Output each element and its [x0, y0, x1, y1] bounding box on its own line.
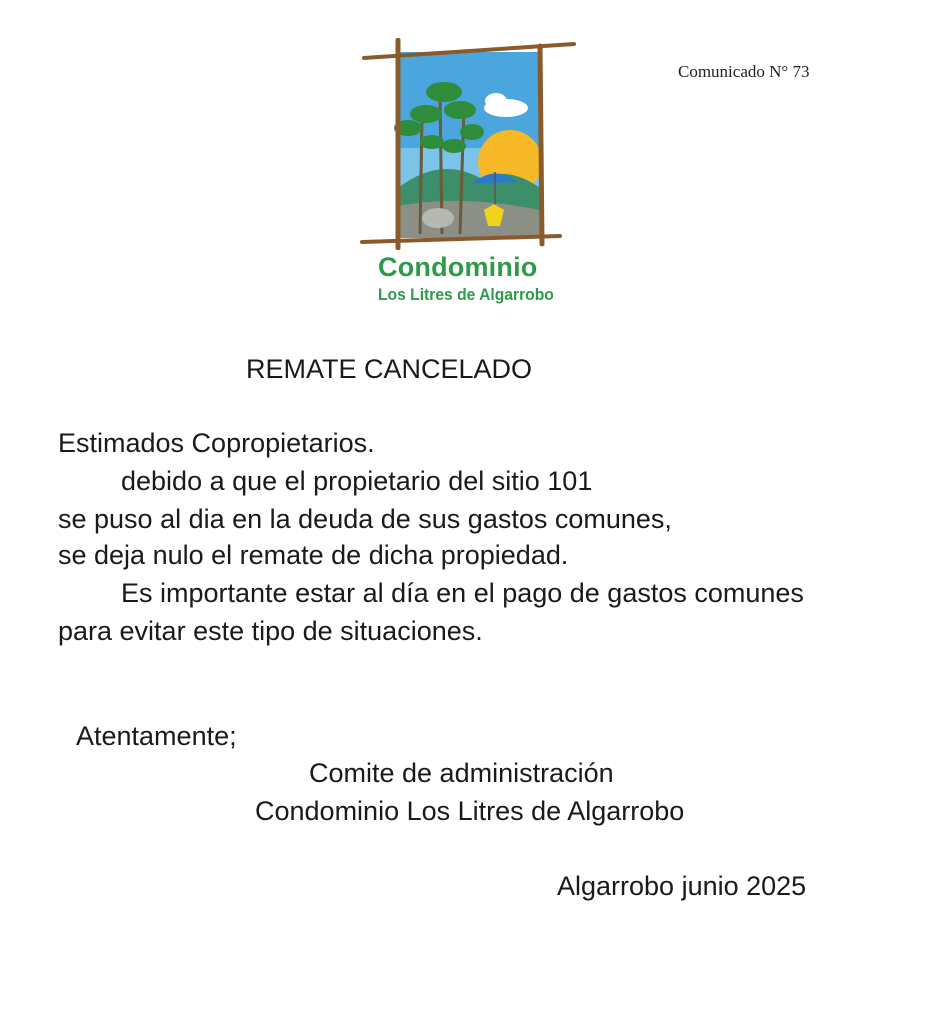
signature-committee: Comite de administración — [309, 758, 614, 788]
brand-name: Condominio — [378, 252, 538, 282]
logo-rock — [422, 208, 454, 228]
body-line: para evitar este tipo de situaciones. — [58, 616, 483, 646]
brand-subtitle: Los Litres de Algarrobo — [378, 285, 554, 304]
greeting: Estimados Copropietarios. — [58, 428, 375, 458]
body-line: se puso al dia en la deuda de sus gastos comunes, — [58, 504, 672, 534]
notice-title: REMATE CANCELADO — [246, 354, 533, 384]
condominium-logo — [360, 38, 576, 250]
signature-organization: Condominio Los Litres de Algarrobo — [255, 796, 685, 826]
notice-number: Comunicado N° 73 — [678, 62, 810, 81]
body-line: se deja nulo el remate de dicha propiedad. — [58, 540, 569, 570]
body-line: debido a que el propietario del sitio 101 — [121, 466, 593, 496]
closing: Atentamente; — [76, 721, 237, 751]
place-date: Algarrobo junio 2025 — [557, 871, 807, 901]
body-line: Es importante estar al día en el pago de gastos comunes — [121, 578, 804, 608]
